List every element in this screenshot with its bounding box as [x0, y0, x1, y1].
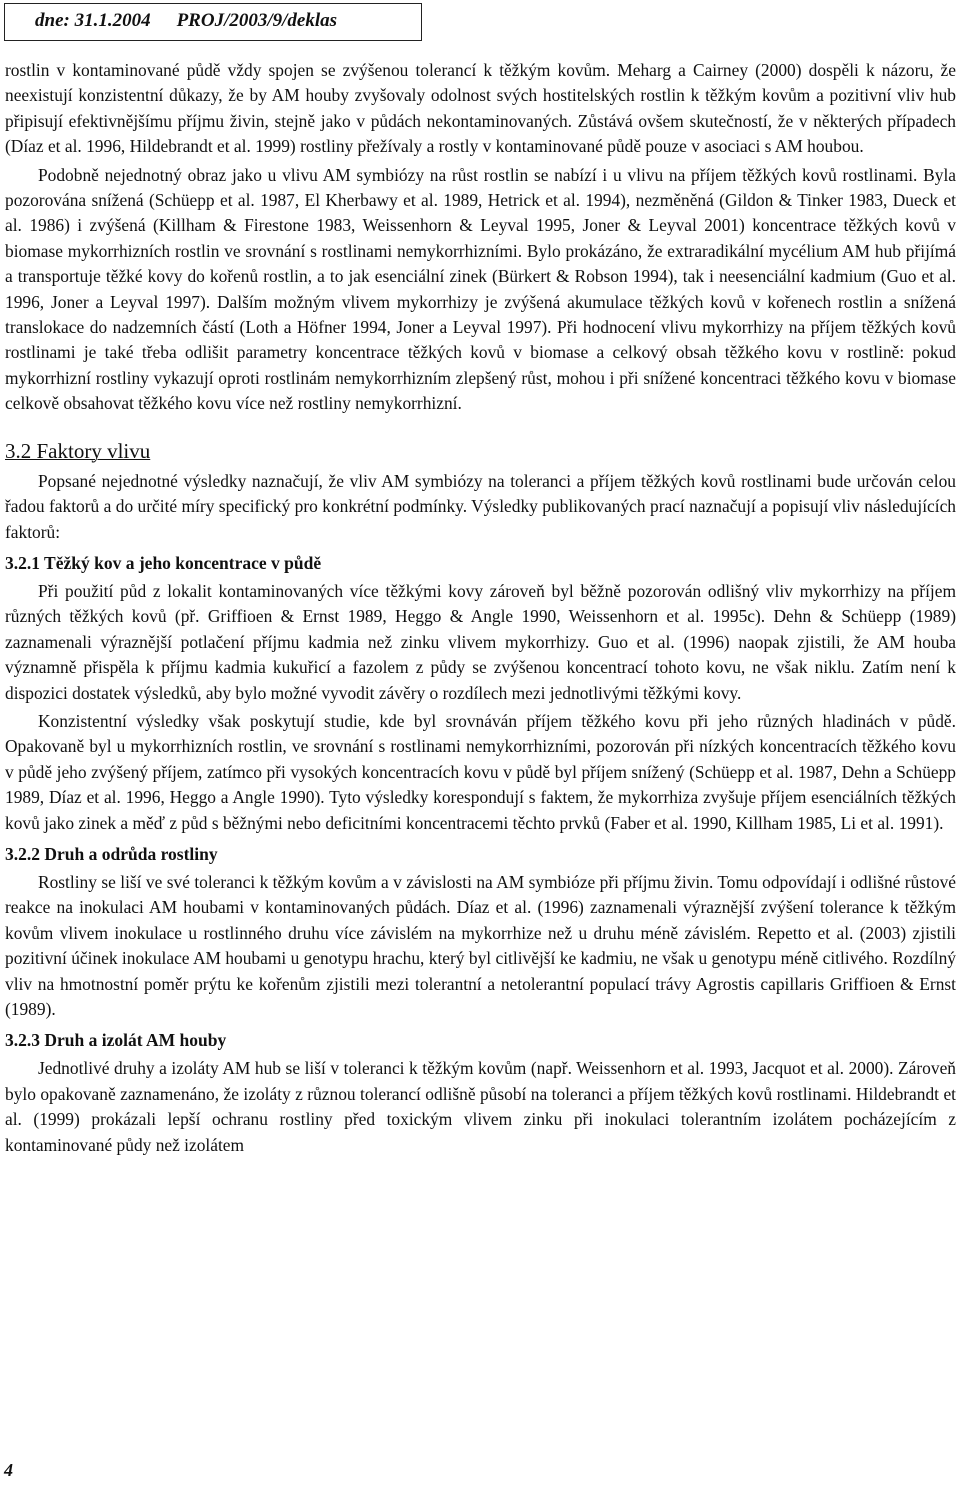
intro-paragraph-1: rostlin v kontaminované půdě vždy spojen se zvýšenou tolerancí k těžkým kovům. Meharg a Cairney (2000) dospěli k názoru, že neexistují konzistentní důkazy, že by AM houby zvyšovaly odolnost svých hostitelských rostlin k těžkým kovům a pozitivní vliv hub připisují efektivnějšímu příjmu živin, stejně jako v půdách nekontaminovaných. Zůstává ovšem skutečností, že v některých případech (Díaz et al. 1996, Hildebrandt et al. 1999) rostliny přežívaly a rostly v kontaminované půdě pouze v asociaci s AM houbou.	[5, 60, 956, 157]
page-number: 4	[4, 1460, 13, 1480]
intro-paragraph-2: Podobně nejednotný obraz jako u vlivu AM symbiózy na růst rostlin se nabízí i u vlivu na příjem těžkých kovů rostlinami. Byla pozorována snížená (Schüepp et al. 1987, El Kherbawy et al. 1989, Hetrick et al. 1994), nezměněná (Gildon & Tinker 1983, Dueck et al. 1986) i zvýšená (Killham & Firestone 1983, Weissenhorn & Leyval 1995, Joner & Leyval 2001) koncentrace těžkých kovů v biomase mykorrhizních rostlin ve srovnání s rostlinami nemykorrhizními. Bylo prokázáno, že extraradikální mycélium AM hub přijímá a transportuje těžké kovy do kořenů rostlin, a to jak esenciální zinek (Bürkert & Robson 1994), tak i neesenciální kadmium (Guo et al. 1996, Joner a Leyval 1997). Dalším možným vlivem mykorrhizy je zvýšená akumulace těžkých kovů v kořenech rostlin a snížená translokace do nadzemních částí (Loth a Höfner 1994, Joner a Leyval 1997). Při hodnocení vlivu mykorrhizy na příjem těžkých kovů rostlinami je také třeba odlišit parametry koncentrace těžkých kovů v biomase a celkový obsah těžkého kovu v rostlině: pokud mykorrhizní rostliny vykazují oproti rostlinám nemykorrhizním zlepšený růst, mohou i při snížené koncentraci těžkého kovu v biomase celkově obsahovat těžkého kovu více než rostliny nemykorrhizní.	[5, 164, 956, 414]
document-body	[5, 58, 956, 1161]
section-3-2-paragraph: Popsané nejednotné výsledky naznačují, že vliv AM symbiózy na toleranci a příjem těžkých kovů rostlinami bude určován celou řadou faktorů a do určité míry specifický pro konkrétní podmínky. Výsledky publikovaných prací naznačují a popisují vliv následujících faktorů:	[5, 470, 956, 542]
document-header	[4, 3, 422, 41]
header-date: dne: 31.1.2004	[35, 10, 151, 31]
section-heading-3-2: 3.2 Faktory vlivu	[5, 438, 151, 463]
section-heading-3-2-3: 3.2.3 Druh a izolát AM houby	[5, 1030, 227, 1051]
section-3-2-3-paragraph: Jednotlivé druhy a izoláty AM hub se liší v toleranci k těžkým kovům (např. Weissenhorn et al. 1993, Jacquot et al. 2000). Zároveň bylo opakovaně zaznamenáno, že izoláty z různou tolerancí odlišně působí na toleranci a příjem těžkých kovů rostlinami. Hildebrandt et al. (1999) prokázali lepší ochranu rostliny před toxickým vlivem zinku při inokulaci tolerantním izolátem pocházejícím z kontaminované půdy než izolátem	[5, 1058, 956, 1155]
section-heading-3-2-2: 3.2.2 Druh a odrůda rostliny	[5, 843, 218, 864]
section-3-2-1-paragraph-2: Konzistentní výsledky však poskytují studie, kde byl srovnáván příjem těžkého kovu při jeho různých hladinách v půdě. Opakovaně byl u mykorrhizních rostlin, ve srovnání s rostlinami nemykorrhizními, pozorován při nízkých koncentracích těžkého kovu v půdě jeho zvýšený příjem, zatímco při vysokých koncentracích kovu v půdě byl příjem snížený (Schüepp et al. 1987, Dehn a Schüepp 1989, Díaz et al. 1996, Heggo a Angle 1990). Tyto výsledky korespondují s faktem, že mykorrhiza zvyšuje příjem esenciálních těžkých kovů jako zinek a měď z půd s běžnými nebo deficitními koncentracemi těchto prvků (Faber et al. 1990, Killham 1985, Li et al. 1991).	[5, 710, 956, 833]
section-3-2-2-paragraph: Rostliny se liší ve své toleranci k těžkým kovům a v závislosti na AM symbióze při příjmu živin. Tomu odpovídají i odlišné růstové reakce na inokulaci AM houbami v kontaminovaných půdách. Díaz et al. (1996) zaznamenali výraznější zvýšení tolerance k těžkým kovům vlivem inokulace u rostlinného druhu více závislém na mykorrhize než u druhu méně závislém. Repetto et al. (2003) zjistili pozitivní účinek inokulace AM houbami u genotypu hrachu, který byl citlivější ke kadmiu, ne však u genotypu méně citlivého. Rozdílný vliv na hmotnostní poměr prýtu ke kořenům zjistili mezi tolerantní a netolerantní populací trávy Agrostis capillaris Griffioen & Ernst (1989).	[5, 871, 956, 1019]
section-heading-3-2-1: 3.2.1 Těžký kov a jeho koncentrace v půdě	[5, 552, 322, 573]
header-project-id: PROJ/2003/9/deklas	[176, 10, 338, 31]
section-3-2-1-paragraph-1: Při použití půd z lokalit kontaminovaných více těžkými kovy zároveň byl běžně pozorován odlišný vliv mykorrhizy na příjem různých těžkých kovů (př. Griffioen & Ernst 1989, Heggo & Angle 1990, Weissenhorn et al. 1995c). Dehn & Schüepp (1989) zaznamenali výraznější potlačení příjmu kadmia než zinku vlivem mykorrhizy. Guo et al. (1996) naopak zjistili, že AM houba významně přispěla k příjmu kadmia kukuřicí a fazolem z půdy se zvýšenou koncentrací tohoto kovu, ne však niklu. Zatím není k dispozici dostatek výsledků, aby bylo možné vyvodit závěry o rozdílech mezi jednotlivými těžkými kovy.	[5, 580, 956, 703]
